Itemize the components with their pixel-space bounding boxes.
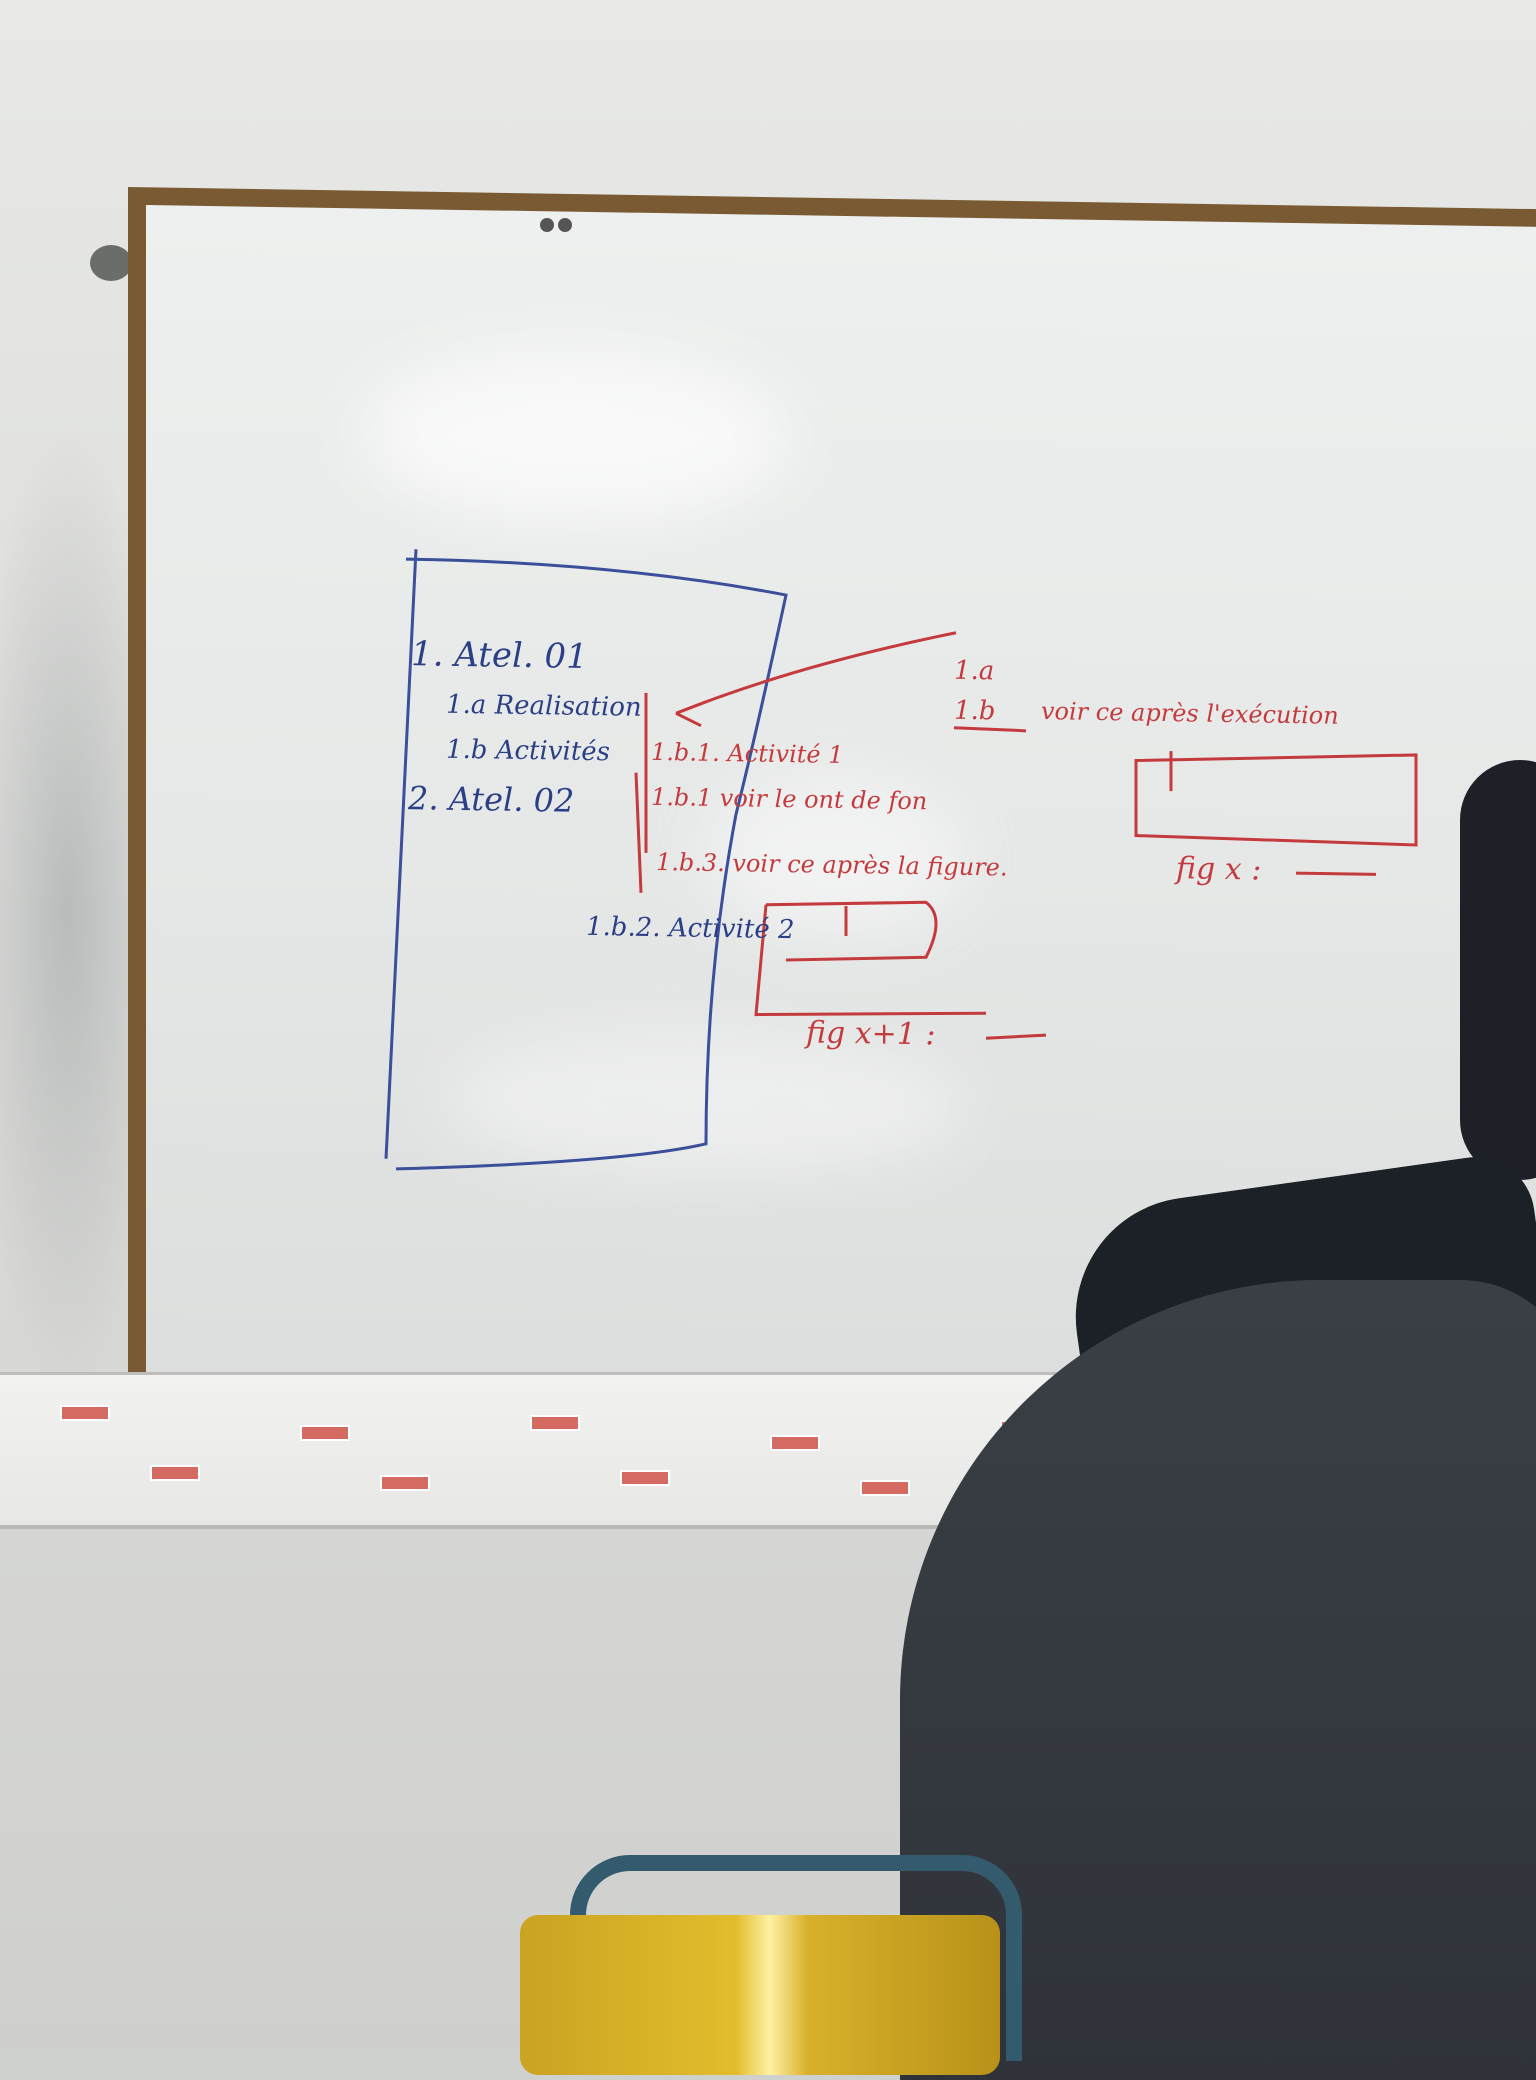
chair-seat <box>520 1915 1000 2075</box>
tape <box>620 1470 670 1486</box>
tape <box>770 1435 820 1451</box>
note-voir-line: voir ce après l'exécution <box>1041 697 1339 730</box>
red-arrow <box>676 628 956 729</box>
tape <box>860 1480 910 1496</box>
note-line-1b1: 1.b.1 voir le ont de fon <box>651 782 928 816</box>
note-item-1: 1. Atel. 01 <box>411 634 588 677</box>
note-fig-x1: fig x+1 : <box>806 1015 936 1053</box>
note-activite-1: 1.b.1. Activité 1 <box>651 737 844 769</box>
tape <box>380 1475 430 1491</box>
red-underline <box>954 728 1026 731</box>
tape <box>300 1425 350 1441</box>
tape <box>530 1415 580 1431</box>
note-heading-1b: 1.b <box>954 695 996 727</box>
note-item-1b: 1.b Activités <box>446 734 610 768</box>
note-sub-1a: 1.a <box>954 655 995 687</box>
note-fig-x: fig x : <box>1176 851 1262 888</box>
fig-x1-dash <box>986 1034 1046 1039</box>
fig-x-dash <box>1296 873 1376 874</box>
person-hair <box>1460 760 1536 1180</box>
note-line-1b3: 1.b.3. voir ce après la figure. <box>656 848 1008 882</box>
note-item-1a: 1.a Realisation <box>446 689 642 723</box>
wall-hole <box>90 245 132 281</box>
board-pin <box>540 218 554 232</box>
tape <box>150 1465 200 1481</box>
red-box-right <box>1136 751 1416 845</box>
note-item-2: 2. Atel. 02 <box>408 779 575 820</box>
board-pin <box>558 218 572 232</box>
tape <box>60 1405 110 1421</box>
note-activite-2: 1.b.2. Activité 2 <box>586 911 795 946</box>
